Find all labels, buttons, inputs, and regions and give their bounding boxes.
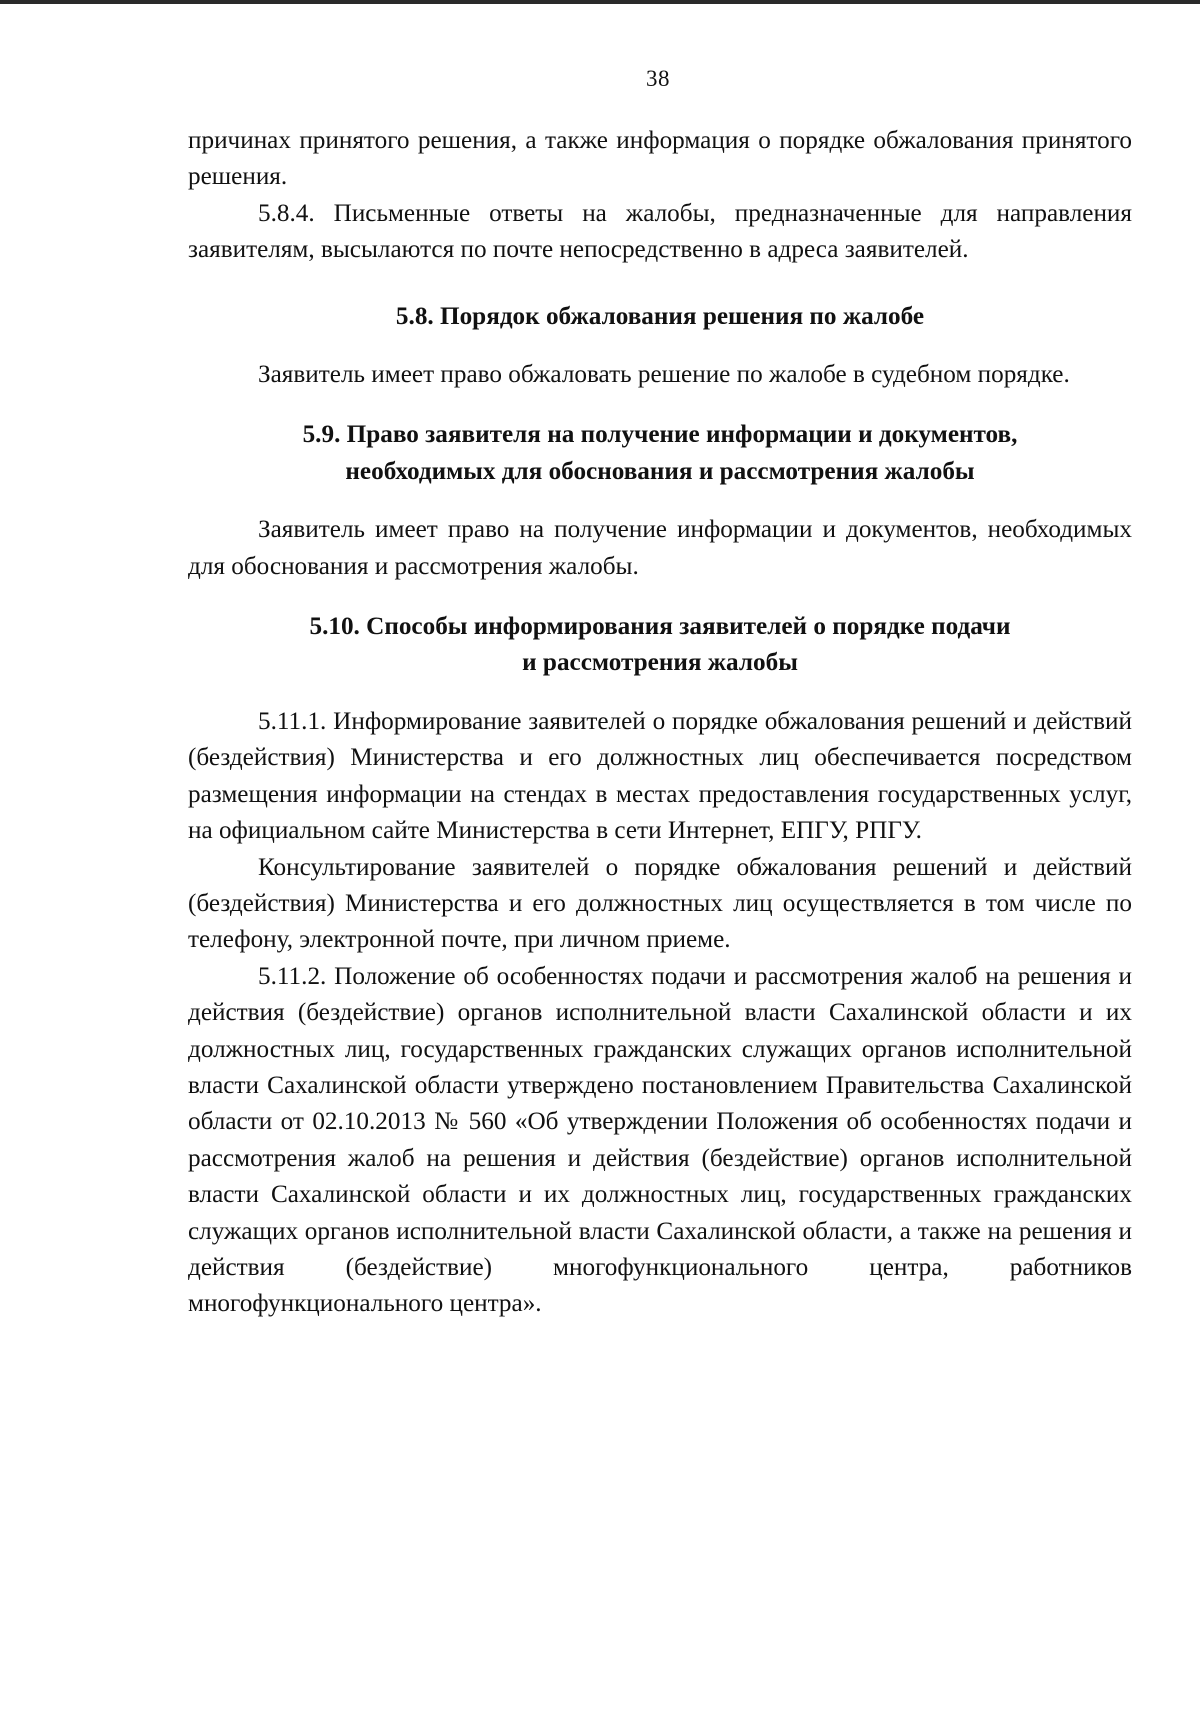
scan-top-edge <box>0 0 1200 4</box>
paragraph-continuation: причинах принятого решения, а также информация о порядке обжалования принятого решения. <box>188 127 1132 191</box>
document-body <box>188 123 1132 1323</box>
heading-5-9-line-1: 5.9. Право заявителя на получение информации и документов, <box>302 421 1018 449</box>
heading-5-9-line-2: необходимых для обоснования и рассмотрения жалобы <box>345 457 975 485</box>
heading-5-10 <box>188 609 1132 682</box>
heading-5-9 <box>188 417 1132 490</box>
paragraph-info-right: Заявитель имеет право на получение информации и документов, необходимых для обоснования и рассмотрения жалобы. <box>188 516 1132 580</box>
paragraph-appeal-right: Заявитель имеет право обжаловать решение по жалобе в судебном порядке. <box>258 361 1070 389</box>
paragraph-consulting: Консультирование заявителей о порядке обжалования решений и действий (бездействия) Министерства и его должностных лиц осуществляется в том числе по телефону, электронной почте, при личном приеме. <box>188 853 1132 954</box>
heading-5-10-line-2: и рассмотрения жалобы <box>522 649 798 677</box>
paragraph-5-8-4: 5.8.4. Письменные ответы на жалобы, предназначенные для направления заявителям, высылаются по почте непосредственно в адреса заявителей. <box>188 199 1132 264</box>
heading-5-10-line-1: 5.10. Способы информирования заявителей о порядке подачи <box>309 613 1011 641</box>
heading-5-8: 5.8. Порядок обжалования решения по жалобе <box>395 302 925 330</box>
paragraph-5-11-2: 5.11.2. Положение об особенностях подачи и рассмотрения жалоб на решения и действия (бездействие) органов исполнительной власти Сахалинской области и их должностных лиц, государственных гражданских служащих органов исполнительной власти Сахалинской области утверждено постановлением Правительства Сахалинской области от 02.10.2013 № 560 «Об утверждении Положения об особенностях подачи и рассмотрения жалоб на решения и действия (бездействие) органов исполнительной власти Сахалинской области и их должностных лиц, государственных гражданских служащих органов исполнительной власти Сахалинской области, а также на решения и действия (бездействие) многофункционального центра, работников многофункционального центра». <box>188 962 1132 1318</box>
page-number: 38 <box>646 66 670 91</box>
paragraph-5-11-1: 5.11.1. Информирование заявителей о порядке обжалования решений и действий (бездействия) Министерства и его должностных лиц обеспечивается посредством размещения информации на стендах в местах предоставления государственных услуг, на официальном сайте Министерства в сети Интернет, ЕПГУ, РПГУ. <box>188 707 1132 845</box>
